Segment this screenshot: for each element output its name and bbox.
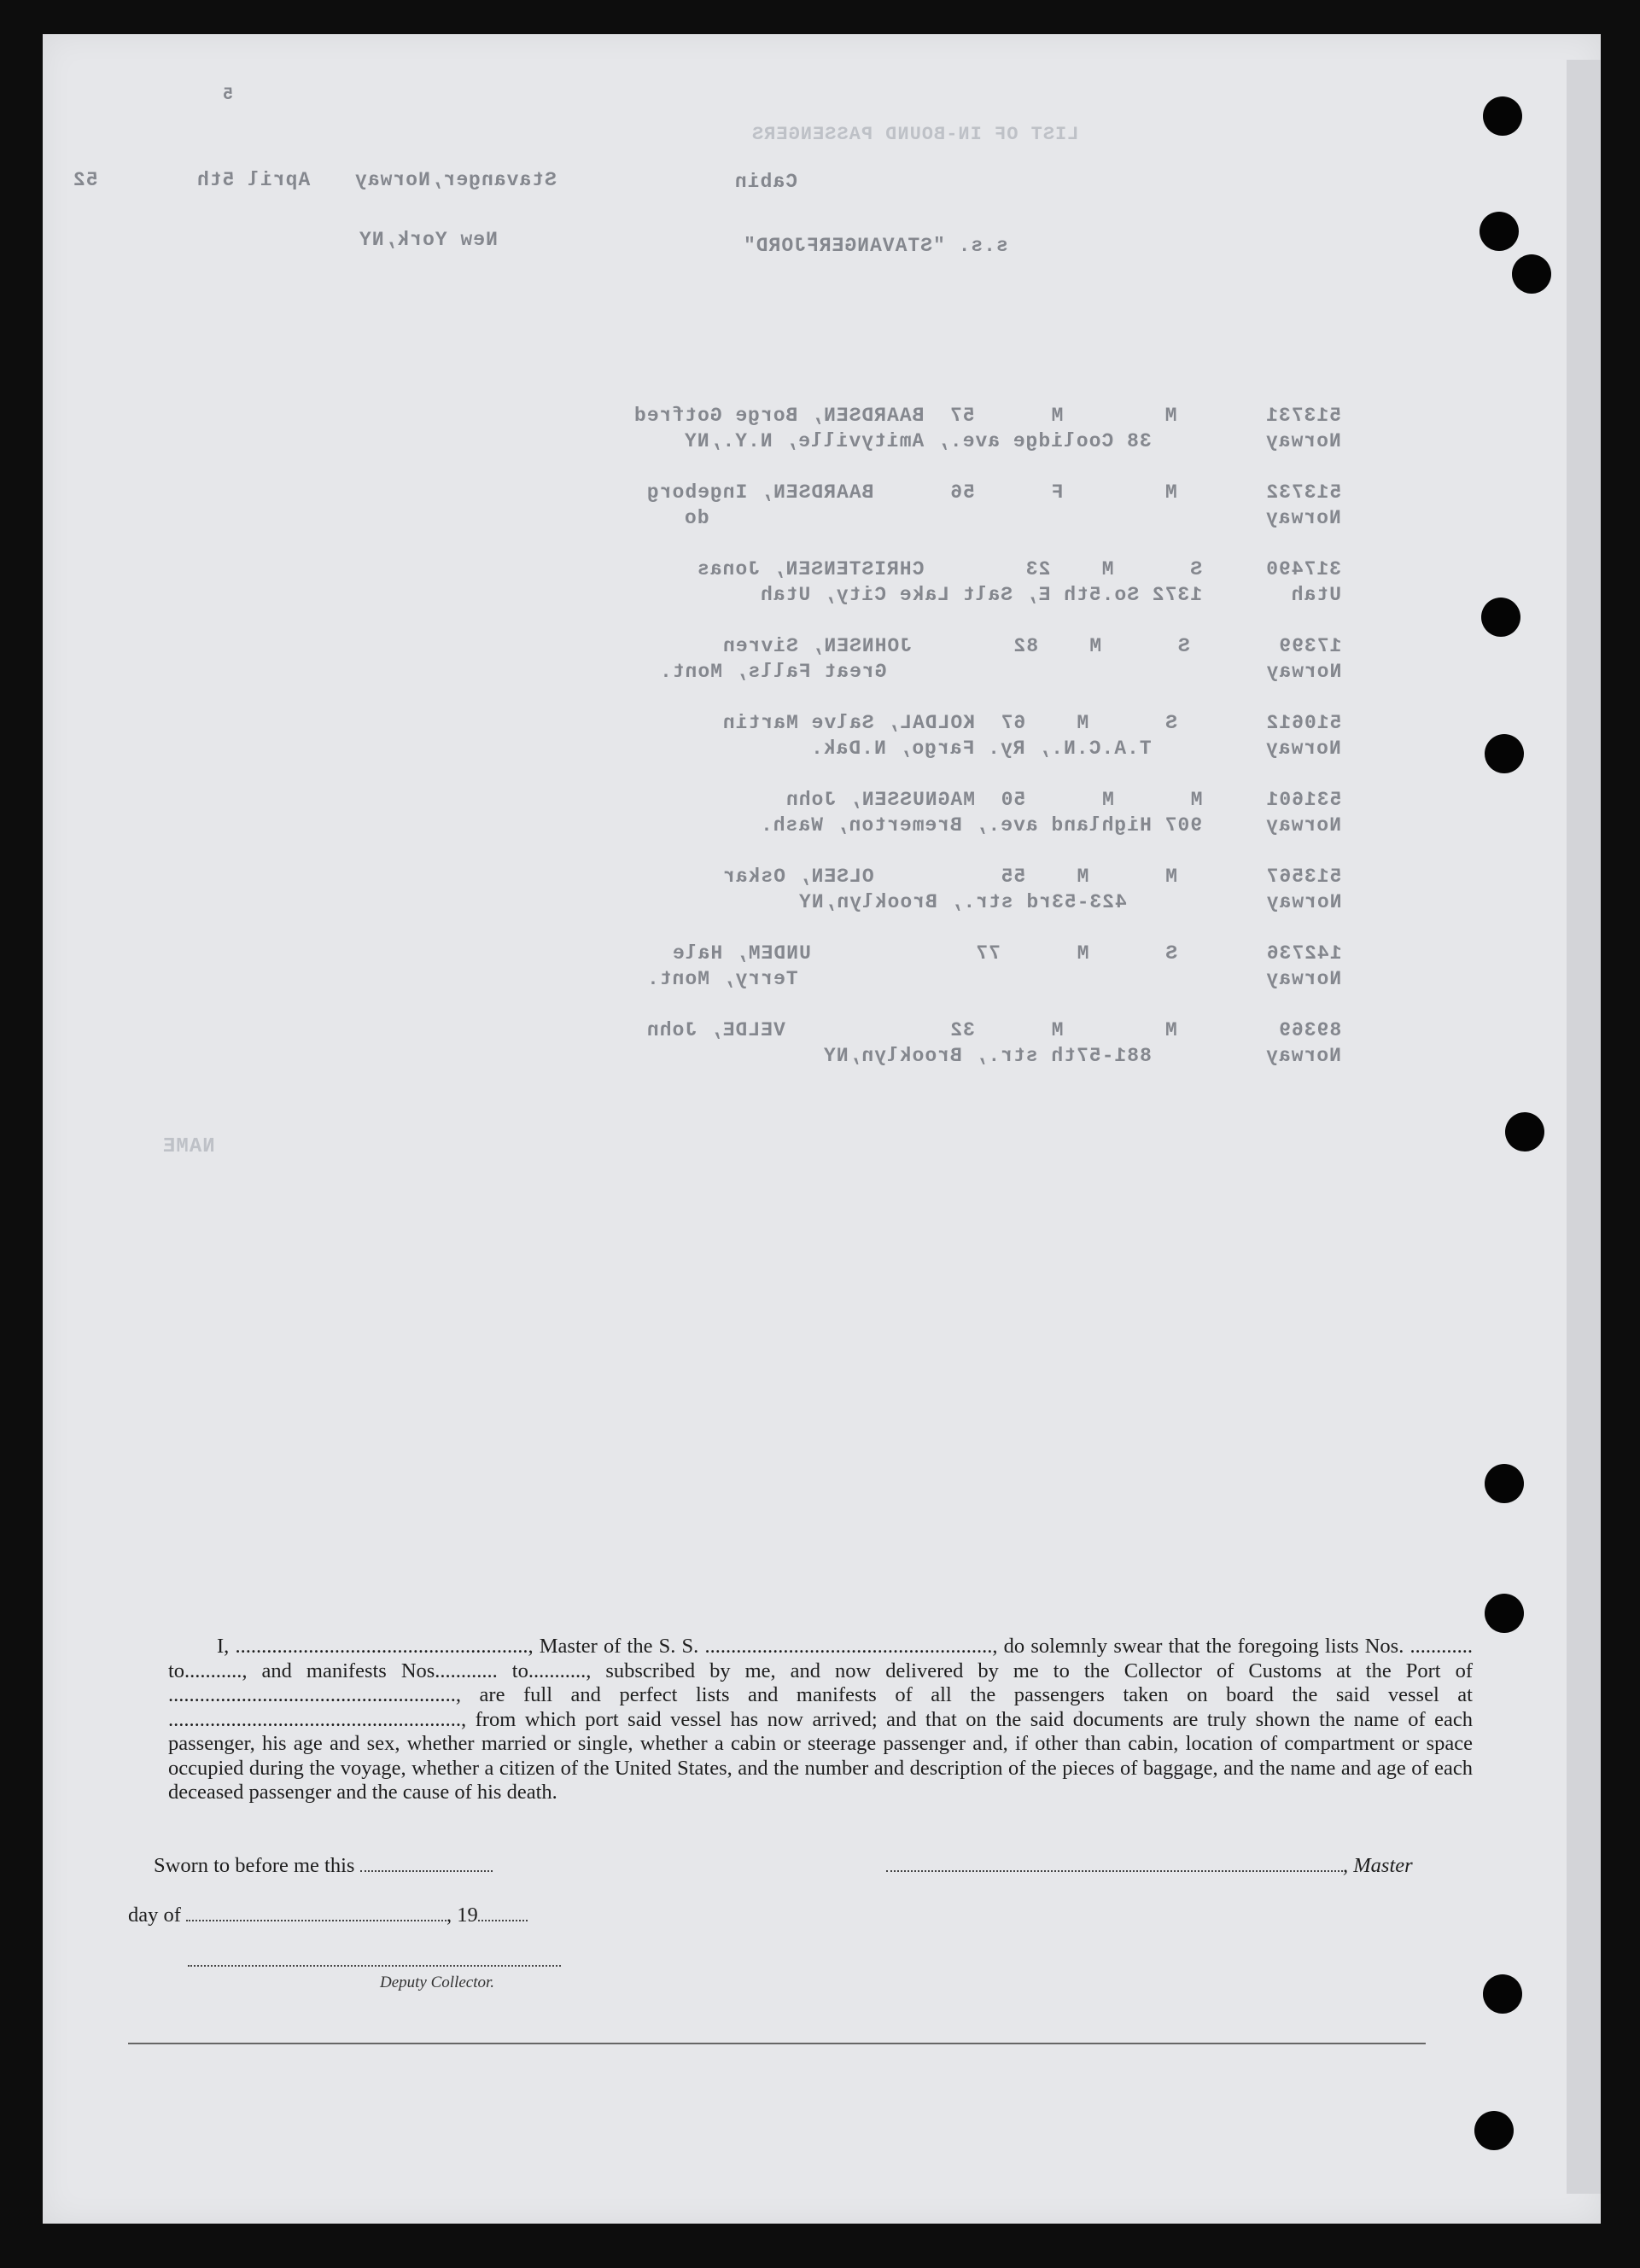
punch-hole: [1512, 254, 1551, 294]
vessel-name: s.s. "STAVANGERFJORD": [743, 235, 1008, 257]
departure-port: Stavanger,Norway: [354, 169, 557, 191]
year-ref: 52: [73, 169, 98, 191]
deputy-collector-label: Deputy Collector.: [380, 1974, 495, 1991]
date: April 5th: [196, 169, 311, 191]
day-of-line: day of , 19: [128, 1904, 528, 1927]
day-blank: [186, 1920, 446, 1921]
sworn-line: Sworn to before me this: [154, 1854, 493, 1878]
punch-hole: [1485, 1594, 1524, 1633]
master-signature-line: , Master: [886, 1854, 1413, 1878]
passenger-entry: 531601 M M 50 MAGNUSSEN, John Norway 907 Highland ave., Bremerton, Wash.: [760, 789, 1342, 837]
stamp-fragment: NAME: [162, 1135, 215, 1158]
passenger-entry: 142736 S M 77 UNDEM, Hale Norway Terry, Mont.: [646, 942, 1342, 990]
passenger-entry: [633, 382, 1417, 452]
page-number: 5: [222, 85, 234, 105]
punch-hole: [1485, 1464, 1524, 1503]
manifest-page: [43, 34, 1601, 2224]
oath-paragraph: [168, 1635, 1473, 1805]
punch-hole: [1474, 2111, 1514, 2150]
punch-hole: [1485, 734, 1524, 773]
arrival-port: New York,NY: [359, 229, 498, 251]
passenger-entry: 317490 S M 23 CHRISTENSEN, Jonas Utah 1372 So.5th E, Salt Lake City, Utah: [697, 558, 1342, 606]
passenger-line-1: 513731 M M 57 BAARDSEN, Borge Gotfred: [633, 405, 1342, 427]
passenger-entry: 89369 M M 32 VELDE, John Norway 881-57th str., Brooklyn,NY: [645, 1019, 1342, 1067]
passenger-entry: 513732 M F 56 BAARDSEN, Ingeborg Norway do: [645, 481, 1342, 529]
faint-title: LIST OF IN-BOUND PASSENGERS: [751, 124, 1079, 145]
deputy-signature-blank: [188, 1965, 561, 1967]
page-edge: [1567, 60, 1601, 2194]
passenger-entry: 513567 M M 55 OLSEN, Oskar Norway 423-53rd str., Brooklyn,NY: [721, 866, 1342, 913]
class-label: Cabin: [734, 171, 798, 193]
passenger-entry: 510612 S M 67 KOLDAL, Salve Martin Norway T.A.C.N., Ry. Fargo, N.Dak.: [721, 712, 1342, 760]
punch-hole: [1505, 1112, 1544, 1151]
bottom-rule: [128, 2043, 1426, 2044]
punch-hole: [1481, 598, 1520, 637]
passenger-entry: 17399 S M 82 JOHNSEN, Sivren Norway Great Falls, Mont.: [658, 635, 1342, 683]
punch-hole: [1480, 212, 1519, 251]
year-blank: [478, 1920, 528, 1921]
punch-hole: [1483, 1974, 1522, 2014]
passenger-line-2: Norway 38 Coolidge ave., Amityville, N.Y.,NY: [684, 430, 1342, 452]
master-signature-blank: [886, 1870, 1343, 1872]
sworn-date-blank: [360, 1870, 493, 1872]
oath-text: I, ........................................................, Master of the S. S. ......................................................., do solemnly swear that the foregoing lists Nos. ............ to..........., and manifests Nos............ to..........., subscribed by me, and now delivered by me to the Collector of Customs at the Port of ......................................................., are full and perfect lists and manifests of all the passengers taken on board the said vessel at ........................................................, from which port said vessel has now arrived; and that on the said documents are truly shown the name of each passenger, his age and sex, whether married or single, whether a cabin or steerage passenger and, if other than cabin, location of compartment or space occupied during the voyage, whether a citizen of the United States, and the number and description of the pieces of baggage, and the name and age of each deceased passenger and the cause of his death.: [168, 1635, 1473, 1804]
punch-hole: [1483, 96, 1522, 136]
